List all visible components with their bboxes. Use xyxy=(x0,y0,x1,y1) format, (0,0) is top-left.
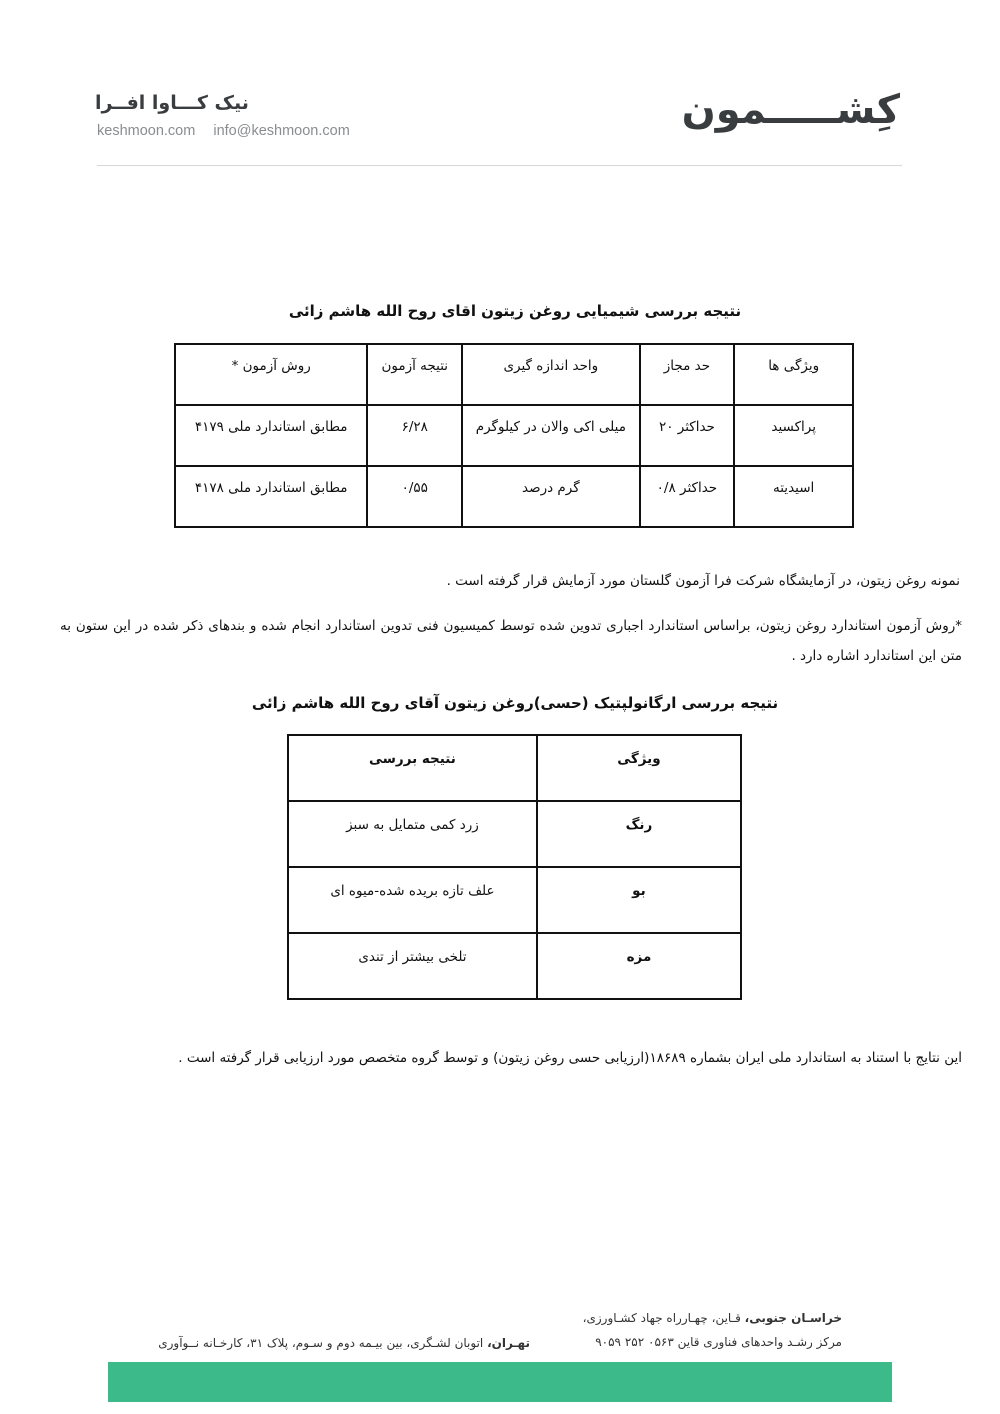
table-cell: بو xyxy=(537,867,741,933)
chemical-table xyxy=(174,343,854,528)
sensory-table xyxy=(287,734,742,1000)
table-cell: پراکسید xyxy=(734,405,853,466)
logo xyxy=(681,78,910,142)
footer-region: خراسـان جنوبی، xyxy=(744,1311,842,1325)
header-divider xyxy=(97,165,902,166)
table-cell: میلی اکی والان در کیلوگرم xyxy=(462,405,639,466)
table-cell: تلخی بیشتر از تندی xyxy=(288,933,537,999)
column-header: نتیجه بررسی xyxy=(288,735,537,801)
table-cell: مطابق استاندارد ملی ۴۱۷۹ xyxy=(175,405,367,466)
sensory-title: نتیجه بررسی ارگانولپتیک (حسی)روغن زیتون آقای روح الله هاشم زائی xyxy=(251,694,779,712)
conclusion-note: این نتایج با استناد به استاندارد ملی ایران بشماره ۱۸۶۸۹(ارزیابی حسی روغن زیتون) و توسط گروه متخصص مورد ارزیابی قرار گرفته است . xyxy=(178,1050,962,1066)
table-cell: مطابق استاندارد ملی ۴۱۷۸ xyxy=(175,466,367,527)
footer-city: تهـران، xyxy=(487,1336,530,1350)
table-row xyxy=(288,801,741,867)
footer-bar xyxy=(108,1362,892,1402)
column-header: روش آزمون * xyxy=(175,344,367,405)
table-row xyxy=(288,867,741,933)
table-cell: مزه xyxy=(537,933,741,999)
table-cell: علف تازه بریده شده-میوه ای xyxy=(288,867,537,933)
column-header: نتیجه آزمون xyxy=(367,344,462,405)
lab-note: نمونه روغن زیتون، در آزمایشگاه شرکت فرا آزمون گلستان مورد آزمایش قرار گرفته است . xyxy=(446,573,960,589)
company-name: نیک کـــاوا افــرا xyxy=(95,92,249,114)
email-link[interactable]: info@keshmoon.com xyxy=(213,123,350,139)
footer-street: قـاین، چهـارراه جهاد کشـاورزی، xyxy=(582,1311,745,1325)
chemical-title: نتیجه بررسی شیمیایی روغن زیتون اقای روح الله هاشم زائی xyxy=(288,302,742,320)
method-note: *روش آزمون استاندارد روغن زیتون، براساس استاندارد اجباری تدوین شده توسط کمیسیون فنی تدوین استاندارد انجام شده و بندهای ذکر شده در این ستون به متن این استاندارد اشاره دارد . xyxy=(60,618,962,664)
website-link[interactable]: keshmoon.com xyxy=(97,123,196,139)
logo-text: کِشـــــمون xyxy=(681,87,900,133)
table-row xyxy=(288,933,741,999)
table-row xyxy=(175,405,853,466)
table-cell: حداکثر ۰/۸ xyxy=(640,466,735,527)
table-cell: گرم درصد xyxy=(462,466,639,527)
contact-info xyxy=(97,123,350,139)
footer-address-tehran xyxy=(120,1331,530,1355)
table-cell: حداکثر ۲۰ xyxy=(640,405,735,466)
footer-address-khorasan xyxy=(560,1306,842,1354)
column-header: واحد اندازه گیری xyxy=(462,344,639,405)
table-cell: ۰/۵۵ xyxy=(367,466,462,527)
table-header-row xyxy=(288,735,741,801)
table-cell: رنگ xyxy=(537,801,741,867)
table-cell: زرد کمی متمایل به سبز xyxy=(288,801,537,867)
table-cell: ۶/۲۸ xyxy=(367,405,462,466)
table-row xyxy=(175,466,853,527)
column-header: ویژگی ها xyxy=(734,344,853,405)
column-header: ویژگی xyxy=(537,735,741,801)
table-header-row xyxy=(175,344,853,405)
table-cell: اسیدیته xyxy=(734,466,853,527)
footer-street: اتوبان لشـگری، بین بیـمه دوم و سـوم، پلاک ۳۱، کارخـانه نــوآوری xyxy=(158,1336,488,1350)
footer-center: مرکز رشـد واحدهای فناوری قاین ۰۵۶۳ ۲۵۲ ۹۰۵۹ xyxy=(595,1335,842,1349)
column-header: حد مجاز xyxy=(640,344,735,405)
